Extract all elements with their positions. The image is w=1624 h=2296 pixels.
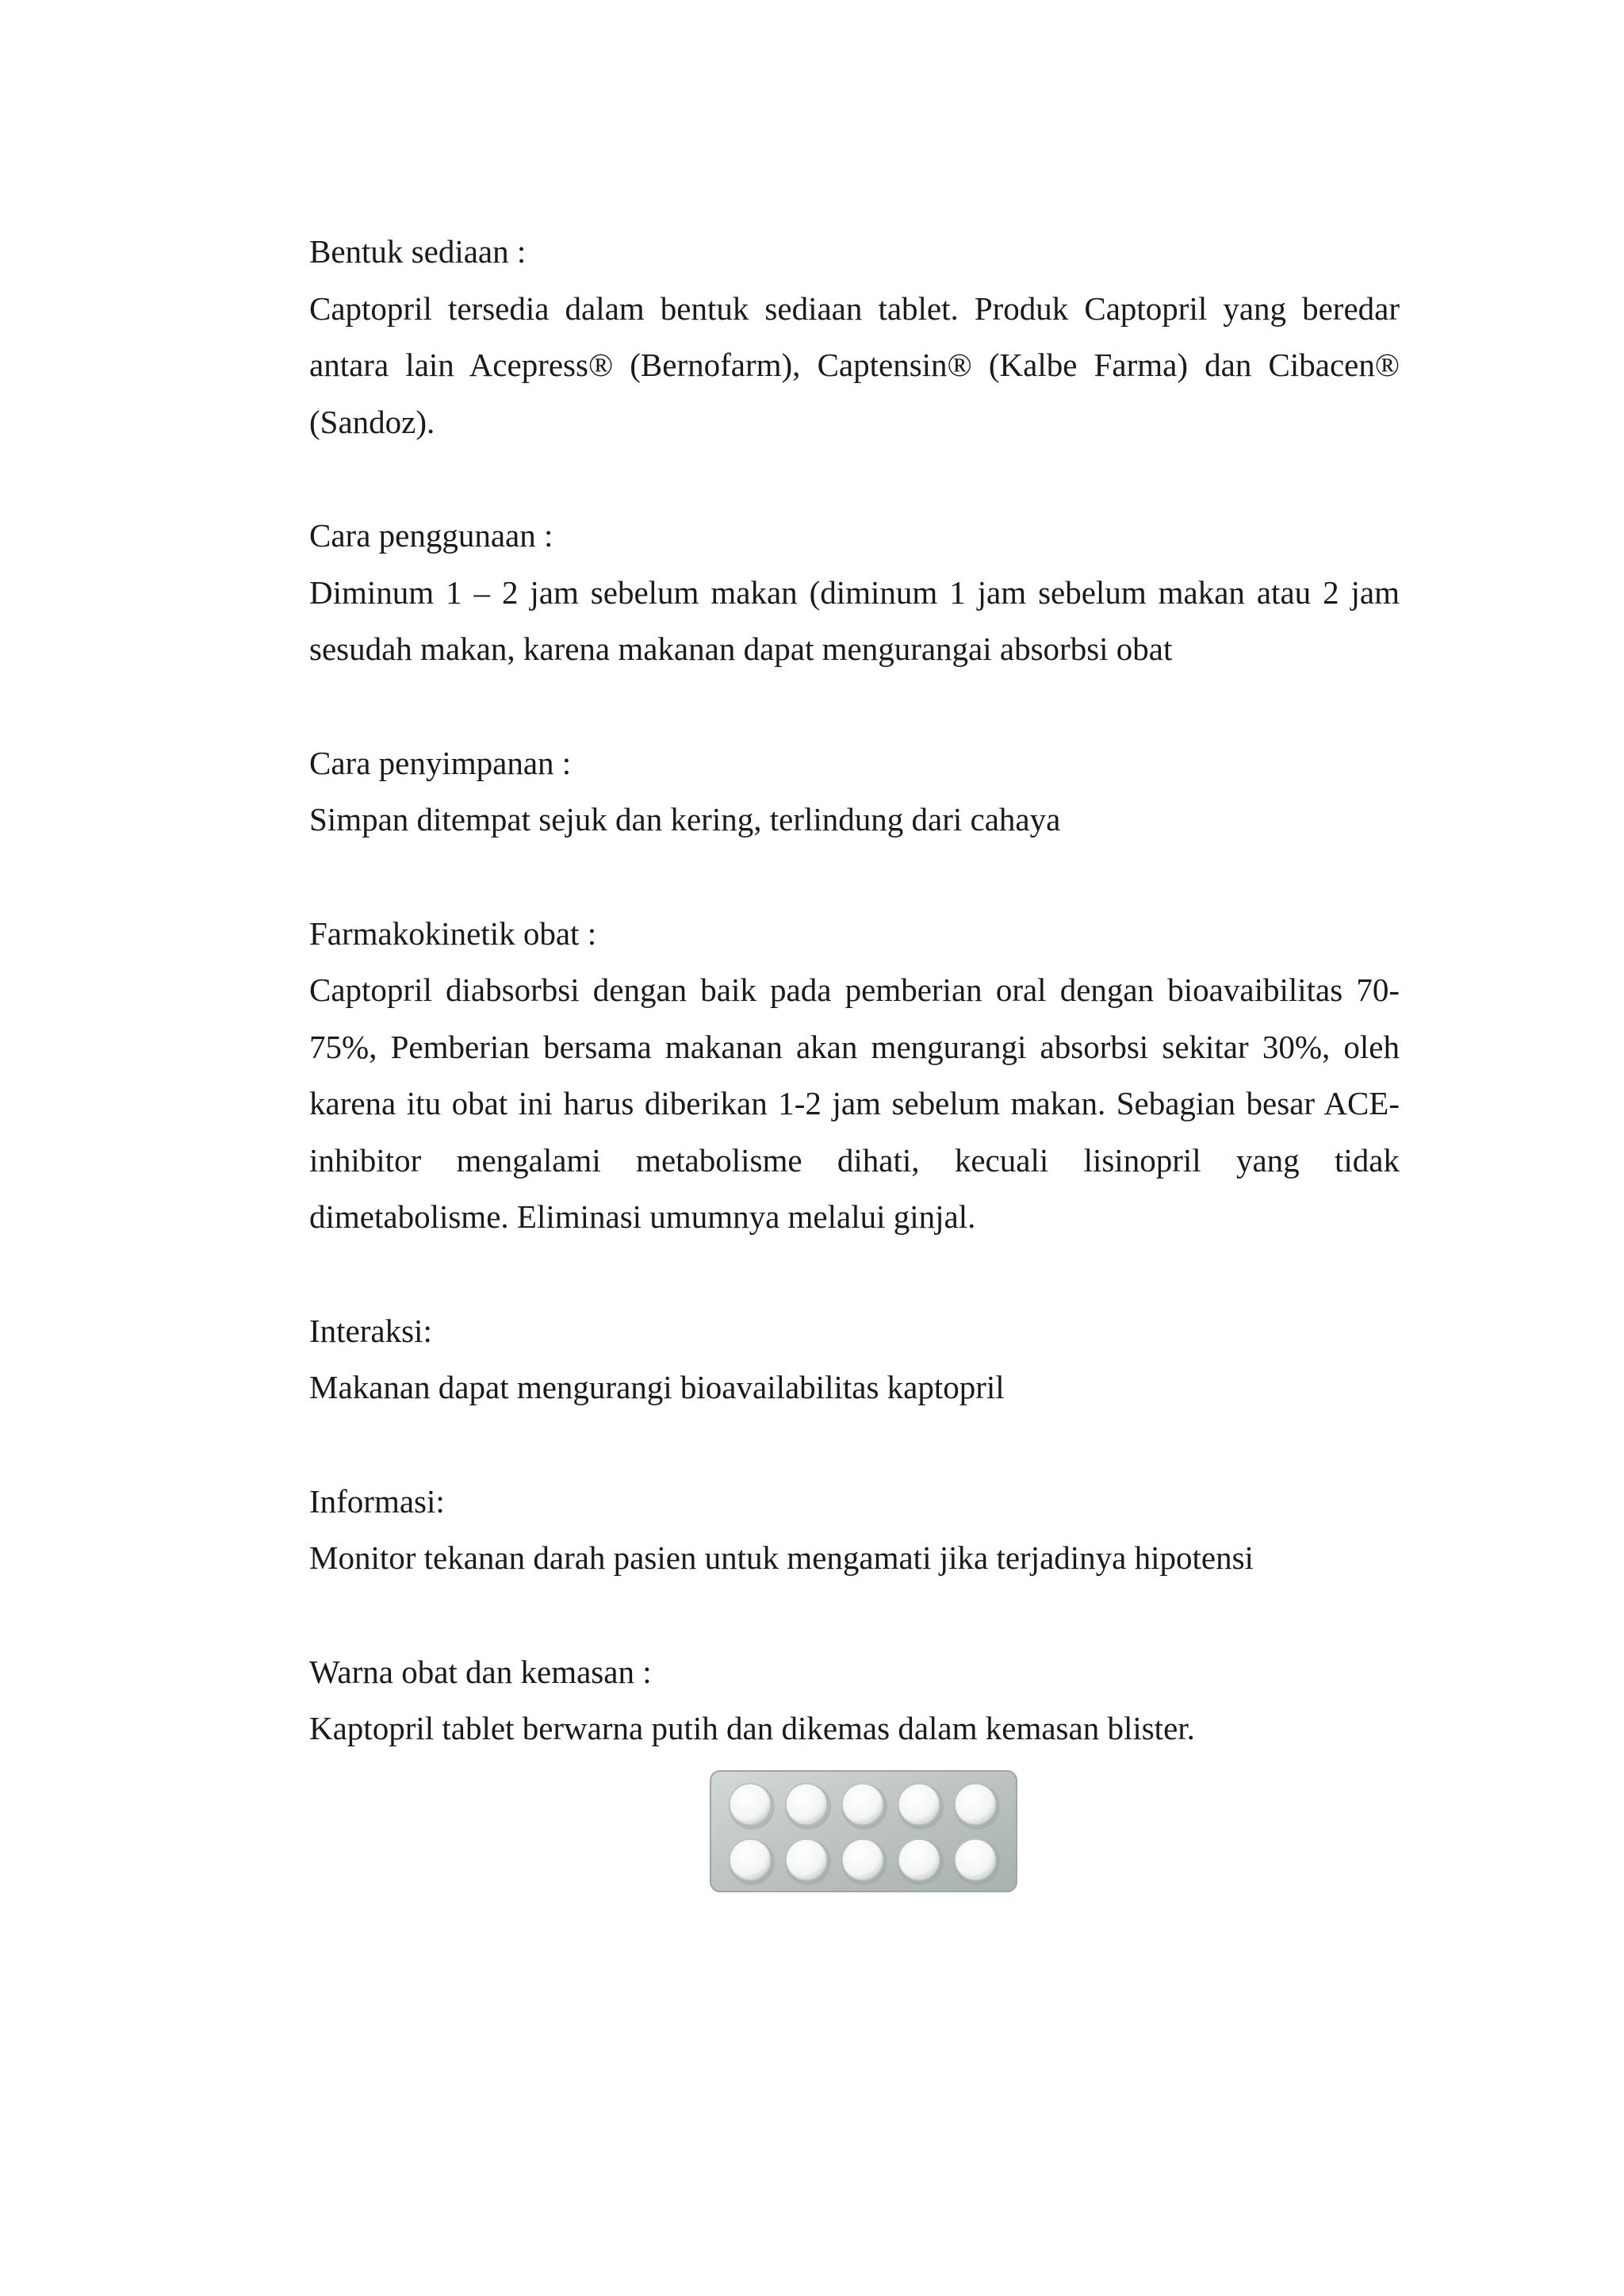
section-paragraph: Monitor tekanan darah pasien untuk mengamati jika terjadinya hipotensi bbox=[309, 1539, 1254, 1576]
section-usage bbox=[309, 508, 1400, 678]
section-heading: Interaksi: bbox=[309, 1312, 432, 1349]
tablet bbox=[898, 1784, 940, 1825]
section-heading: Cara penggunaan : bbox=[309, 517, 553, 554]
blister-pack-icon bbox=[706, 1765, 1023, 1899]
tablet bbox=[730, 1784, 771, 1825]
blister-pack-image bbox=[706, 1765, 1023, 1899]
section-heading: Informasi: bbox=[309, 1482, 445, 1520]
section-paragraph: Kaptopril tablet berwarna putih dan dikemas dalam kemasan blister. bbox=[309, 1710, 1195, 1746]
section-interaction bbox=[309, 1303, 1400, 1416]
section-paragraph: Diminum 1 – 2 jam sebelum makan (diminum 1 jam sebelum makan atau 2 jam sesudah makan, karena makanan dapat mengurangai absorbsi obat bbox=[309, 573, 1400, 667]
section-heading: Cara penyimpanan : bbox=[309, 744, 572, 781]
tablet bbox=[786, 1839, 827, 1880]
section-paragraph: Captopril tersedia dalam bentuk sediaan tablet. Produk Captopril yang beredar antara lain Acepress® (Bernofarm), Captensin® (Kalbe Farma) dan Cibacen® (Sandoz). bbox=[309, 289, 1400, 440]
tablet bbox=[842, 1839, 883, 1880]
section-heading: Bentuk sediaan : bbox=[309, 233, 527, 270]
section-dosage-form bbox=[309, 224, 1400, 450]
document-body bbox=[309, 224, 1400, 1757]
section-paragraph: Makanan dapat mengurangi bioavailabilitas kaptopril bbox=[309, 1369, 1005, 1405]
section-heading: Warna obat dan kemasan : bbox=[309, 1653, 652, 1690]
section-heading: Farmakokinetik obat : bbox=[309, 914, 597, 952]
section-storage bbox=[309, 735, 1400, 849]
tablet bbox=[898, 1839, 940, 1880]
section-paragraph: Simpan ditempat sejuk dan kering, terlindung dari cahaya bbox=[309, 801, 1061, 838]
tablet bbox=[955, 1784, 996, 1825]
section-paragraph: Captopril diabsorbsi dengan baik pada pemberian oral dengan bioavaibilitas 70-75%, Pemberian bersama makanan akan mengurangi absorbsi sekitar 30%, oleh karena itu obat ini harus diberikan 1-2 jam sebelum makan. Sebagian besar ACE-inhibitor mengalami metabolisme dihati, kecuali lisinopril yang tidak dimetabolisme. Eliminasi umumnya melalui ginjal. bbox=[309, 972, 1400, 1235]
tablet bbox=[842, 1784, 883, 1825]
tablet bbox=[955, 1839, 996, 1880]
tablet bbox=[786, 1784, 827, 1825]
tablet bbox=[730, 1839, 771, 1880]
section-color-packaging bbox=[309, 1644, 1400, 1757]
section-information bbox=[309, 1474, 1400, 1587]
section-pharmacokinetics bbox=[309, 906, 1400, 1246]
